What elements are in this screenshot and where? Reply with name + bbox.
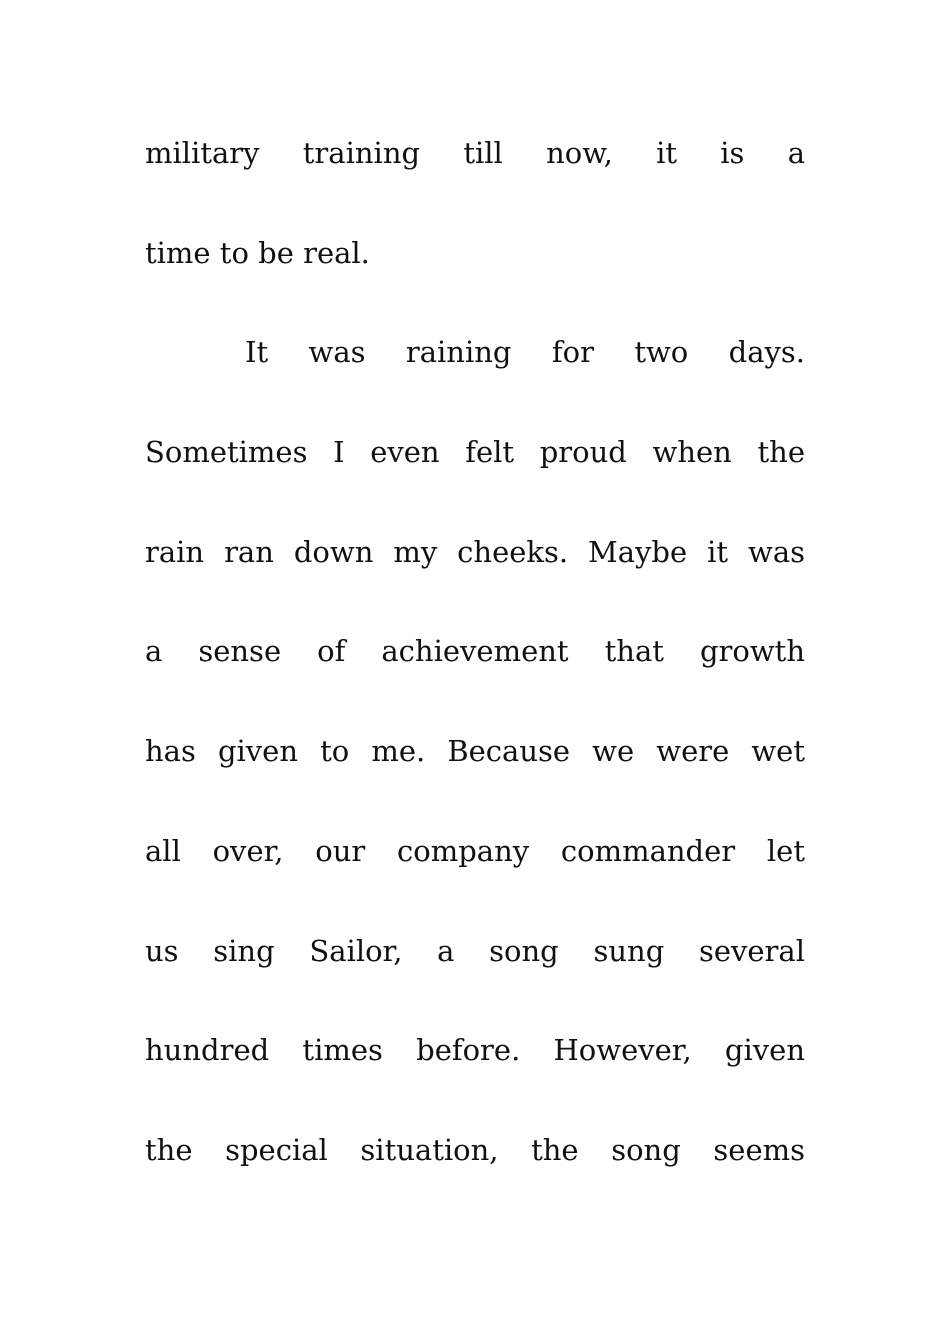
text-line: time to be real. — [145, 235, 370, 270]
text-line: a sense of achievement that growth — [145, 634, 805, 669]
paragraph-first-line: It was raining for two days. — [245, 335, 805, 370]
text-line: the special situation, the song seems — [145, 1132, 805, 1167]
text-line: military training till now, it is a — [145, 136, 805, 170]
text-line: all over, our company commander let — [145, 833, 805, 868]
text-line: has given to me. Because we were wet — [145, 734, 805, 769]
text-line: Sometimes I even felt proud when the — [145, 435, 805, 470]
body-text — [145, 128, 805, 1225]
text-line: us sing Sailor, a song sung several — [145, 933, 805, 968]
text-line: rain ran down my cheeks. Maybe it was — [145, 534, 805, 569]
text-line: hundred times before. However, given — [145, 1033, 805, 1068]
